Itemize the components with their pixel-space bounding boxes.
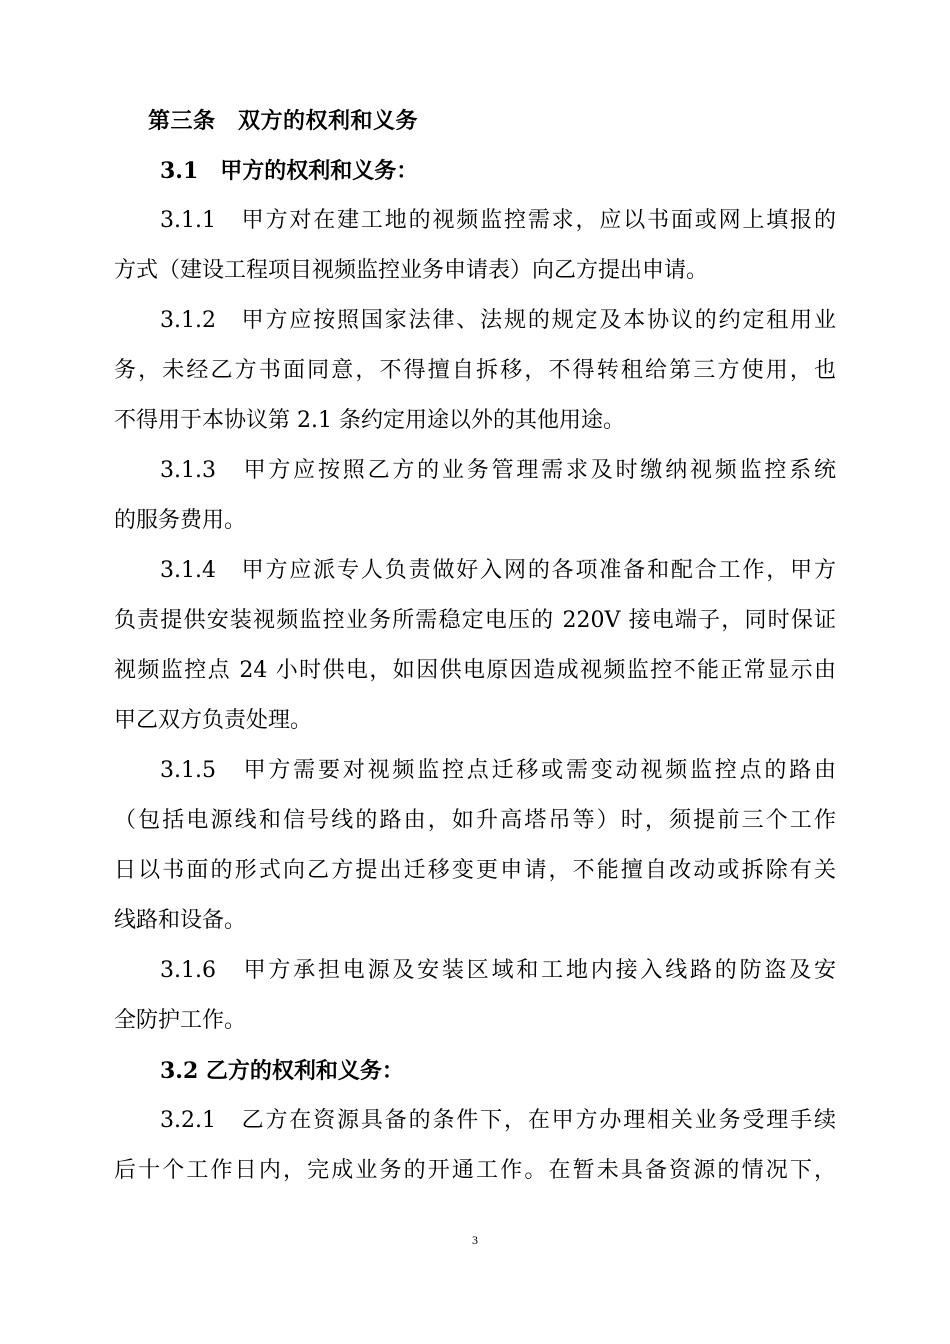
clause-line: 负责提供安装视频监控业务所需稳定电压的 220V 接电端子，同时保证: [114, 608, 836, 633]
clause-3-1-2: [114, 296, 836, 446]
clause-line: 线路和设备。: [114, 908, 247, 933]
clause-line: 3.1.3 甲方应按照乙方的业务管理需求及时缴纳视频监控系统: [160, 458, 836, 483]
clause-line: 3.2.1 乙方在资源具备的条件下，在甲方办理相关业务受理手续: [160, 1108, 836, 1133]
clause-line: 后十个工作日内，完成业务的开通工作。在暂未具备资源的情况下，: [114, 1158, 836, 1183]
clause-3-1-4: [114, 546, 836, 746]
clause-3-1-1: [114, 196, 836, 296]
clause-line: 日以书面的形式向乙方提出迁移变更申请，不能擅自改动或拆除有关: [114, 858, 836, 883]
clause-3-2-1: [114, 1096, 836, 1196]
clause-3-1-6: [114, 946, 836, 1046]
clause-line: 3.1.2 甲方应按照国家法律、法规的规定及本协议的约定租用业: [160, 308, 836, 333]
section-heading-3-1: 3.1 甲方的权利和义务：: [160, 158, 419, 184]
clause-line: 甲乙双方负责处理。: [114, 708, 313, 733]
clause-line: 视频监控点 24 小时供电，如因供电原因造成视频监控不能正常显示由: [114, 658, 836, 683]
clause-line: （包括电源线和信号线的路由，如升高塔吊等）时，须提前三个工作: [114, 808, 836, 833]
page-number: 3: [472, 1233, 478, 1247]
clause-line: 3.1.6 甲方承担电源及安装区域和工地内接入线路的防盗及安: [160, 958, 836, 983]
clause-3-1-3: [114, 446, 836, 546]
clause-line: 方式（建设工程项目视频监控业务申请表）向乙方提出申请。: [114, 258, 709, 283]
clause-line: 务，未经乙方书面同意，不得擅自拆移，不得转租给第三方使用，也: [114, 358, 836, 383]
clause-line: 3.1.4 甲方应派专人负责做好入网的各项准备和配合工作，甲方: [160, 558, 836, 583]
clause-line: 3.1.1 甲方对在建工地的视频监控需求，应以书面或网上填报的: [160, 208, 836, 233]
clause-line: 的服务费用。: [114, 508, 247, 533]
clause-line: 全防护工作。: [114, 1008, 247, 1033]
clause-line: 3.1.5 甲方需要对视频监控点迁移或需变动视频监控点的路由: [160, 758, 836, 783]
clause-3-1-5: [114, 746, 836, 946]
section-heading-3-2: 3.2 乙方的权利和义务：: [160, 1058, 404, 1084]
clause-line: 不得用于本协议第 2.1 条约定用途以外的其他用途。: [114, 408, 625, 433]
document-body: [114, 96, 836, 1196]
article-heading: 第三条 双方的权利和义务: [148, 108, 419, 134]
